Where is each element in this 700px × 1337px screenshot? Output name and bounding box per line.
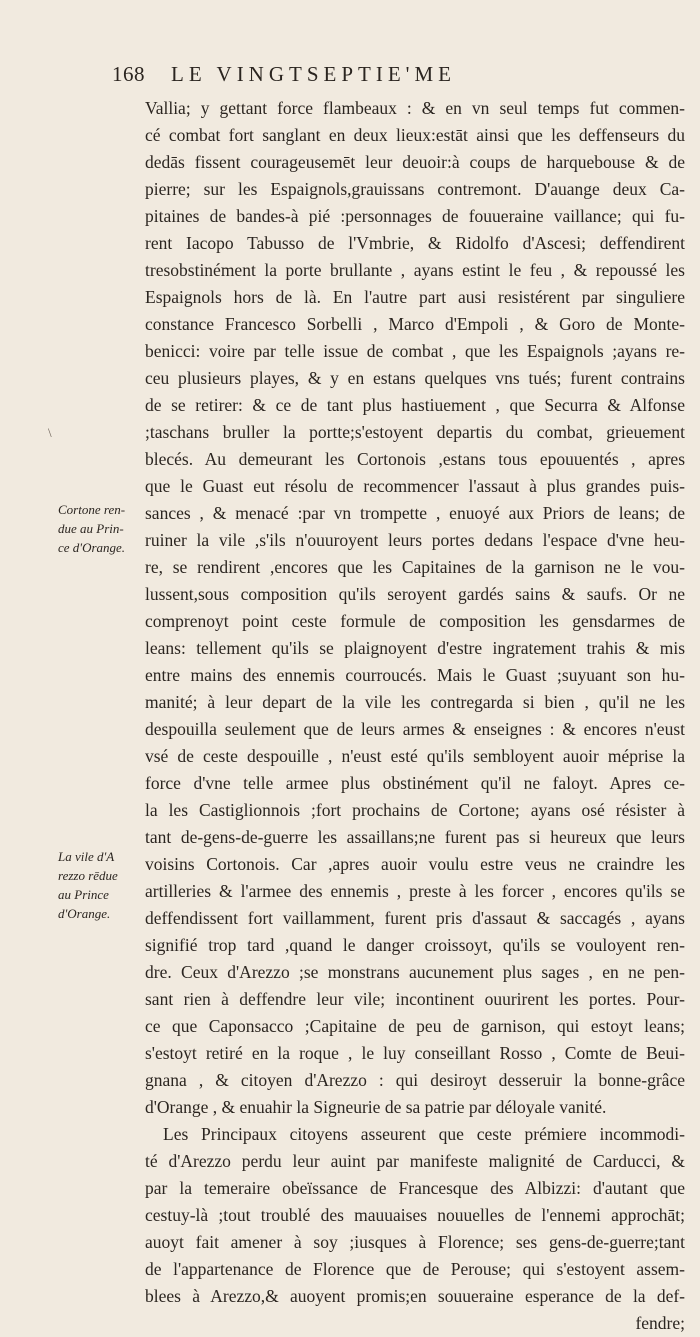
text-line: tresobstinément la porte brullante , ayans estint le feu , & repoussé les — [145, 260, 685, 280]
stray-mark: \ — [48, 425, 52, 440]
margin-note-line: ce d'Orange. — [58, 540, 126, 555]
text-line: cestuy-là ;tout troublé des mauuaises nouuelles de l'ennemi approchāt; — [145, 1205, 685, 1225]
text-line: fendre; — [635, 1313, 685, 1333]
text-line: gnana , & citoyen d'Arezzo : qui desiroyt desseruir la bonne-grâce — [145, 1070, 685, 1090]
text-line: sant rien à deffendre leur vile; incontinent ouurirent les portes. Pour- — [145, 989, 685, 1009]
page-header — [112, 62, 632, 92]
text-line: sances , & menacé :par vn trompette , enuoyé aux Priors de leans; de — [145, 503, 685, 523]
text-line: comprenoyt point ceste formule de composition les gensdarmes de — [145, 611, 685, 631]
text-line: ;taschans bruller la portte;s'estoyent departis du combat, grieuement — [145, 422, 685, 442]
text-line: auoyt fait amener à soy ;iusques à Florence; ses gens-de-guerre;tant — [145, 1232, 685, 1252]
text-line: dedās fissent courageusemēt leur deuoir:à coups de harquebouse & de — [145, 152, 685, 172]
text-line: despouilla seulement que de leurs armes & enseignes : & encores n'eust — [145, 719, 685, 739]
text-line: deffendissent fort vaillamment, furent pris d'assaut & saccagés , ayans — [145, 908, 685, 928]
margin-note-line: Cortone ren- — [58, 502, 126, 517]
running-title: LE VINGTSEPTIE'ME — [171, 62, 456, 86]
margin-note-line: due au Prin- — [58, 521, 124, 536]
text-line: manité; à leur depart de la vile les contregarda si bien , qu'il ne les — [145, 692, 685, 712]
text-line: pitaines de bandes-à pié :personnages de fouueraine vaillance; qui fu- — [145, 206, 685, 226]
text-line: benicci: voire par telle issue de combat , que les Espaignols ;ayans re- — [145, 341, 685, 361]
margin-note-arezzo — [58, 847, 142, 923]
margin-note-line: d'Orange. — [58, 906, 111, 921]
margin-note-line: au Prince — [58, 887, 109, 902]
margin-note-cortone — [58, 500, 142, 557]
text-line: constance Francesco Sorbelli , Marco d'Empoli , & Goro de Monte- — [145, 314, 685, 334]
text-line: té d'Arezzo perdu leur auint par manifeste malignité de Carducci, & — [145, 1151, 685, 1171]
text-line: ce que Caponsacco ;Capitaine de peu de garnison, qui estoyt leans; — [145, 1016, 685, 1036]
text-line: Vallia; y gettant force flambeaux : & en vn seul temps fut commen- — [145, 98, 685, 118]
text-line: de l'appartenance de Florence que de Perouse; qui s'estoyent assem- — [145, 1259, 685, 1279]
text-line: la les Castiglionnois ;fort prochains de Cortone; ayans osé résister à — [145, 800, 685, 820]
text-line: vsé de ceste despouille , n'eust esté qu'ils sembloyent auoir méprise la — [145, 746, 685, 766]
text-line: Espaignols hors de là. En l'autre part ausi resistérent par singuliere — [145, 287, 685, 307]
text-line: lussent,sous composition qu'ils seroyent gardés sains & saufs. Or ne — [145, 584, 685, 604]
text-line: d'Orange , & enuahir la Signeurie de sa patrie par déloyale vanité. — [145, 1097, 607, 1117]
text-line: entre mains des ennemis courroucés. Mais le Guast ;suyuant son hu- — [145, 665, 685, 685]
text-line: artilleries & l'armee des ennemis , preste à les forcer , encores qu'ils se — [145, 881, 685, 901]
text-line: pierre; sur les Espaignols,grauissans contremont. D'auange deux Ca- — [145, 179, 685, 199]
page-number: 168 — [112, 62, 145, 86]
text-line: signifié trop tard ,quand le danger croissoyt, qu'ils se vouloyent ren- — [145, 935, 685, 955]
text-line: force d'vne telle armee plus obstinément qu'il ne faloyt. Apres ce- — [145, 773, 685, 793]
text-line: tant de-gens-de-guerre les assaillans;ne furent pas si heureux que leurs — [145, 827, 685, 847]
text-line: de se retirer: & ce de tant plus hastiuement , que Securra & Alfonse — [145, 395, 685, 415]
text-line: par la temeraire obeïssance de Francesque des Albizzi: d'autant que — [145, 1178, 685, 1198]
text-line: leans: tellement qu'ils se plaignoyent d'estre ingratement trahis & mis — [145, 638, 685, 658]
text-line: dre. Ceux d'Arezzo ;se monstrans aucunement plus sages , en ne pen- — [145, 962, 685, 982]
text-line: rent Iacopo Tabusso de l'Vmbrie, & Ridolfo d'Ascesi; deffendirent — [145, 233, 685, 253]
text-line: ruiner la vile ,s'ils n'ouuroyent leurs portes dedans l'espace d'vne heu- — [145, 530, 685, 550]
text-line: blees à Arezzo,& auoyent promis;en souueraine esperance de la def- — [145, 1286, 685, 1306]
text-line: cé combat fort sanglant en deux lieux:estāt ainsi que les deffenseurs du — [145, 125, 685, 145]
text-line: blecés. Au demeurant les Cortonois ,estans tous epouuentés , apres — [145, 449, 685, 469]
text-line: Les Principaux citoyens asseurent que ceste prémiere incommodi- — [163, 1124, 685, 1144]
text-line: voisins Cortonois. Car ,apres auoir voulu estre veus ne craindre les — [145, 854, 685, 874]
text-line: re, se rendirent ,encores que les Capitaines de la garnison ne le vou- — [145, 557, 685, 577]
text-line: ceu plusieurs playes, & y en estans quelques vns tués; furent contrains — [145, 368, 685, 388]
margin-note-line: rezzo rēdue — [58, 868, 118, 883]
margin-note-line: La vile d'A — [58, 849, 115, 864]
body-text — [145, 95, 685, 1337]
text-line: que le Guast eut résolu de recommencer l'assaut à plus grandes puis- — [145, 476, 685, 496]
text-line: s'estoyt retiré en la roque , le luy conseillant Rosso , Comte de Beui- — [145, 1043, 685, 1063]
